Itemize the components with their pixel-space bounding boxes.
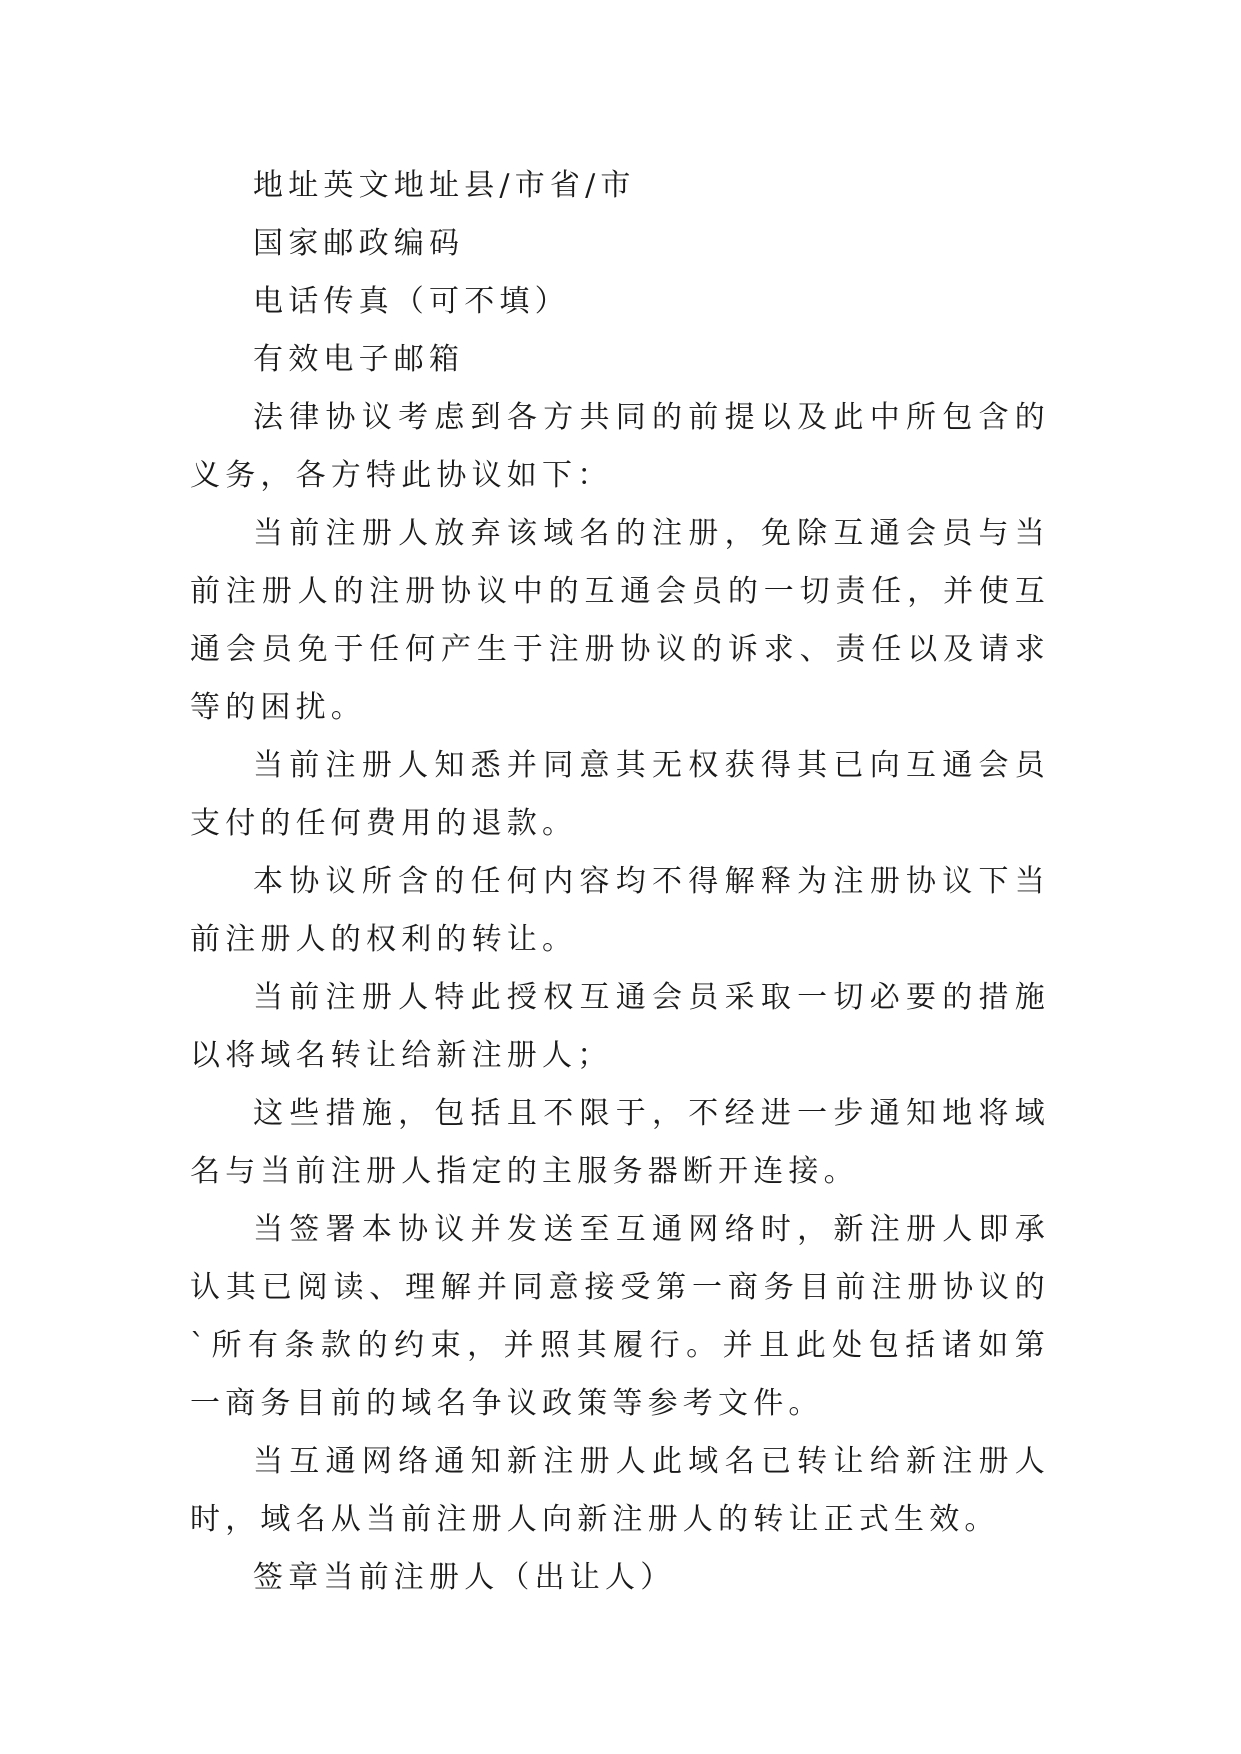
no-refund-paragraph: 当前注册人知悉并同意其无权获得其已向互通会员支付的任何费用的退款。 [190, 748, 1050, 841]
waiver-paragraph: 当前注册人放弃该域名的注册，免除互通会员与当前注册人的注册协议中的互通会员的一切责任，并使互通会员免于任何产生于注册协议的诉求、责任以及请求等的困扰。 [190, 516, 1050, 725]
document-body [190, 157, 1050, 1607]
country-postcode-line: 国家邮政编码 [253, 226, 465, 261]
authorization-paragraph: 当前注册人特此授权互通会员采取一切必要的措施以将域名转让给新注册人； [190, 980, 1050, 1073]
effective-transfer-paragraph: 当互通网络通知新注册人此域名已转让给新注册人时，域名从当前注册人向新注册人的转让正式生效。 [190, 1444, 1050, 1537]
email-line: 有效电子邮箱 [253, 342, 465, 377]
acceptance-paragraph: 当签署本协议并发送至互通网络时，新注册人即承认其已阅读、理解并同意接受第一商务目前注册协议的`所有条款的约束，并照其履行。并且此处包括诸如第一商务目前的域名争议政策等参考文件。 [190, 1212, 1050, 1421]
agreement-intro-paragraph: 法律协议考虑到各方共同的前提以及此中所包含的义务，各方特此协议如下： [190, 400, 1050, 493]
measures-paragraph: 这些措施，包括且不限于，不经进一步通知地将域名与当前注册人指定的主服务器断开连接。 [190, 1096, 1050, 1189]
phone-fax-line: 电话传真（可不填） [253, 284, 570, 319]
signature-line: 签章当前注册人（出让人） [253, 1560, 676, 1595]
no-assignment-paragraph: 本协议所含的任何内容均不得解释为注册协议下当前注册人的权利的转让。 [190, 864, 1050, 957]
address-line: 地址英文地址县/市省/市 [253, 168, 636, 203]
